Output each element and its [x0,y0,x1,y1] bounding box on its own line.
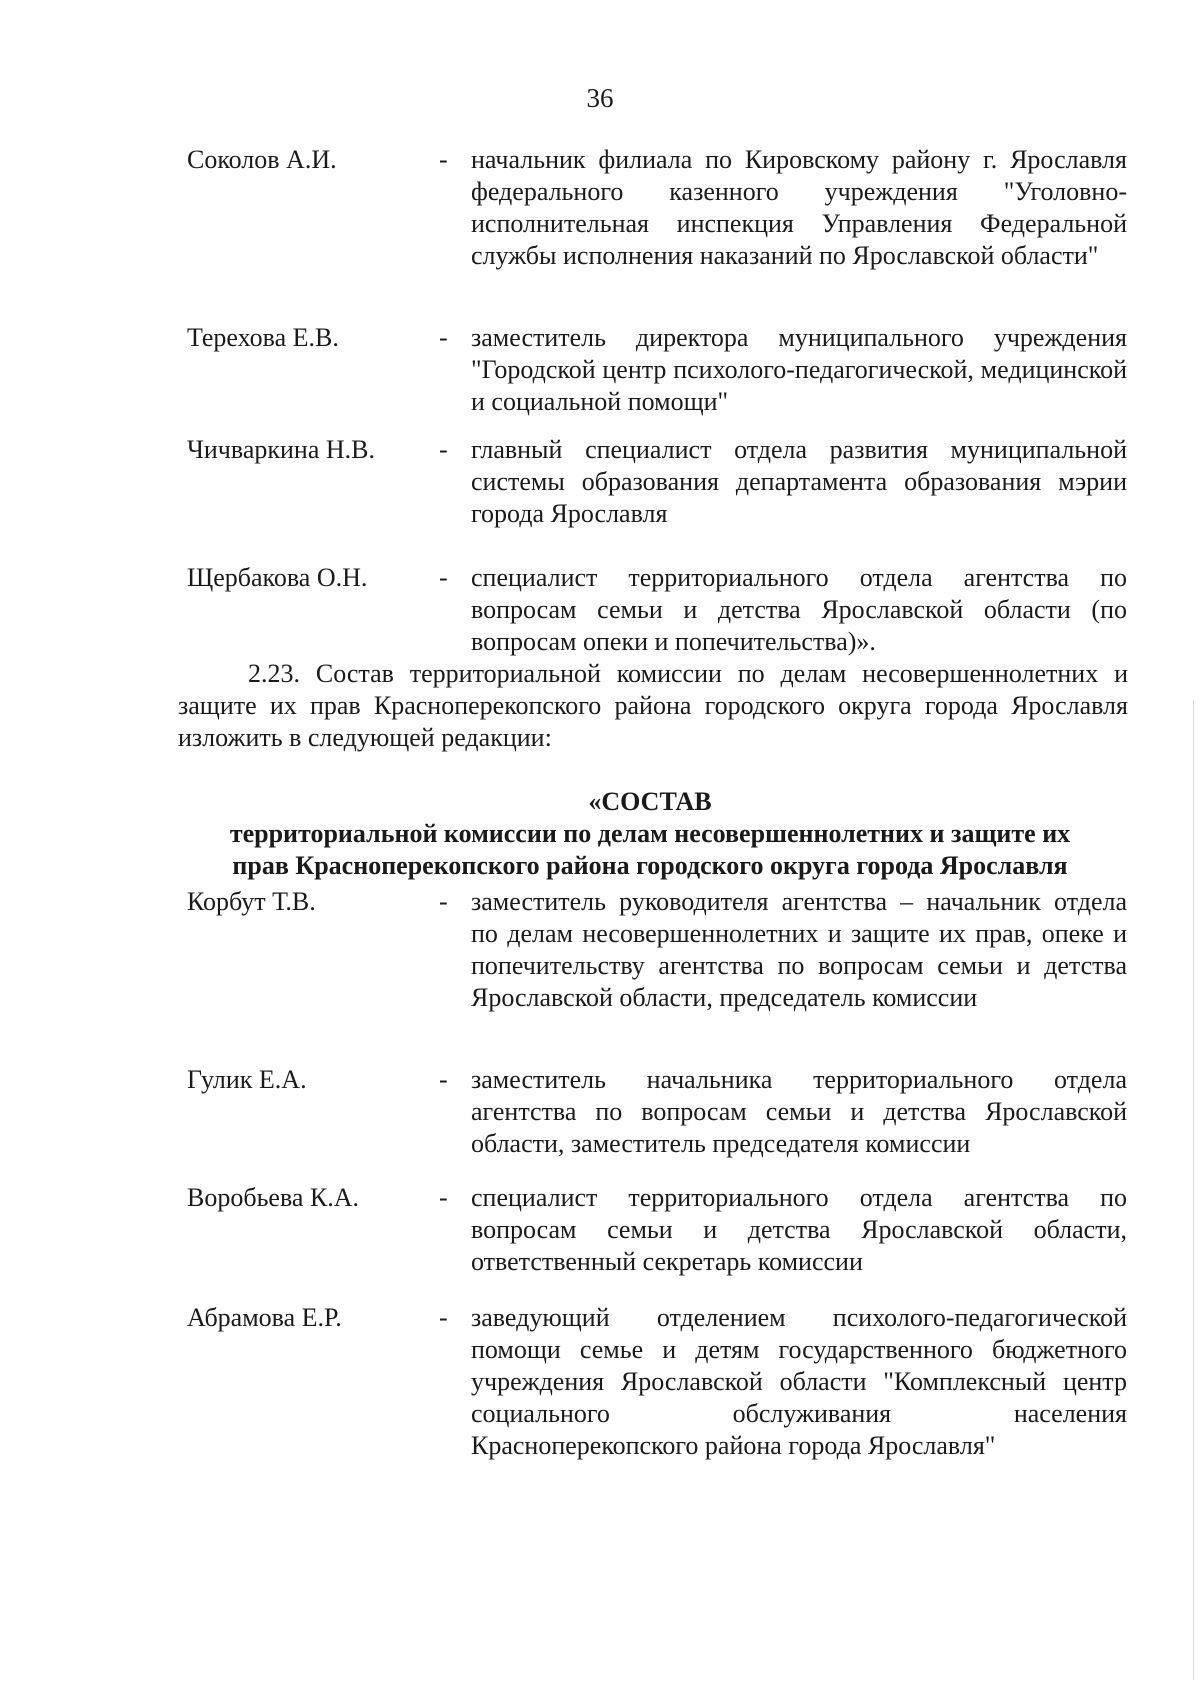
member-position: специалист территориального отдела агентства по вопросам семьи и детства Ярославской области, ответственный секретарь комиссии [471,1183,1127,1276]
heading-line-1: «СОСТАВ [588,787,712,816]
member-position: начальник филиала по Кировскому району г. Ярославля федерального казенного учреждения "Уголовно-исполнительная инспекция Управления Федеральной службы исполнения наказаний по Ярославской области" [471,145,1127,270]
dash: - [439,1303,448,1332]
dash: - [439,435,448,464]
member-name: Воробьева К.А. [187,1183,360,1212]
section-heading [160,786,1140,882]
dash: - [439,145,448,174]
member-position: заместитель директора муниципального учреждения "Городской центр психолого-педагогической, медицинской и социальной помощи" [471,323,1127,416]
member-position: заместитель руководителя агентства – начальник отдела по делам несовершеннолетних и защите их прав, опеке и попечительству агентства по вопросам семьи и детства Ярославской области, председатель комиссии [471,887,1127,1012]
entry-korbut [187,886,1127,1014]
paragraph-text: 2.23. Состав территориальной комиссии по делам несовершеннолетних и защите их прав Красноперекопского района городского округа города Ярославля изложить в следующей редакции: [178,659,1128,752]
page-number: 36 [586,83,614,113]
dash: - [439,563,448,592]
dash: - [439,323,448,352]
entry-shcherbakova [187,562,1127,658]
paragraph-2-23 [178,658,1128,754]
dash: - [439,1065,448,1094]
heading-line-2: территориальной комиссии по делам несовершеннолетних и защите их [229,819,1071,848]
scan-edge-line [1193,700,1194,1680]
entry-abramova [187,1302,1127,1462]
entry-chichvarkina [187,434,1127,530]
member-name: Чичваркина Н.В. [187,435,375,464]
member-name: Соколов А.И. [187,145,337,174]
member-name: Щербакова О.Н. [187,563,368,592]
heading-line-3: прав Красноперекопского района городского округа города Ярославля [232,851,1068,880]
member-position: главный специалист отдела развития муниципальной системы образования департамента образования мэрии города Ярославля [471,435,1127,528]
entry-terekhova [187,322,1127,418]
member-position: заместитель начальника территориального отдела агентства по вопросам семьи и детства Ярославской области, заместитель председателя комиссии [471,1065,1127,1158]
member-position: заведующий отделением психолого-педагогической помощи семье и детям государственного бюджетного учреждения Ярославской области "Комплексный центр социального обслуживания населения Красноперекопского района города Ярославля" [471,1303,1127,1460]
member-name: Терехова Е.В. [187,323,339,352]
entry-sokolov [187,144,1127,272]
entry-gulik [187,1064,1127,1160]
member-name: Абрамова Е.Р. [187,1303,342,1332]
dash: - [439,887,448,916]
member-name: Корбут Т.В. [187,887,316,916]
member-name: Гулик Е.А. [187,1065,307,1094]
dash: - [439,1183,448,1212]
member-position: специалист территориального отдела агентства по вопросам семьи и детства Ярославской области (по вопросам опеки и попечительства)». [471,563,1127,656]
entry-vorobyeva [187,1182,1127,1278]
